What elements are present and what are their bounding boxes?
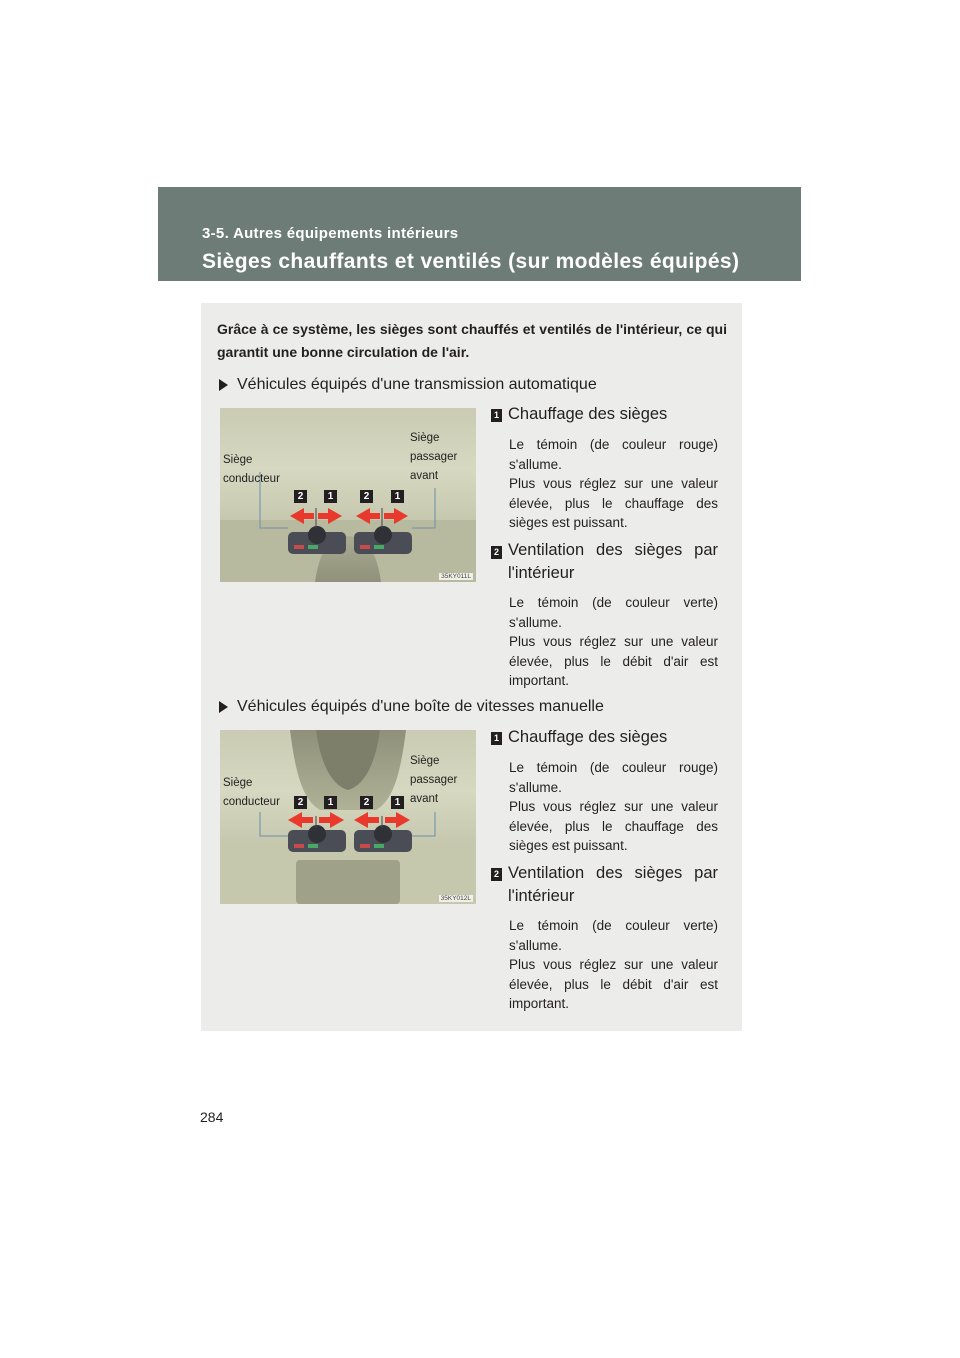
body-line: élevée, plus le chauffage des [509,818,718,834]
label-driver-seat: Siège conducteur [223,777,280,808]
item-body [509,593,718,691]
item-title: l'intérieur [508,887,575,905]
item-body [509,435,718,533]
body-line: Le témoin (de couleur rouge) [509,437,718,452]
body-line: élevée, plus le chauffage des [509,495,718,511]
item-marker: 1 [491,732,502,745]
body-line: important. [509,996,570,1011]
section-heading-manual [219,698,604,716]
body-line: important. [509,673,570,688]
photo-automatic-console [220,408,476,582]
body-line: Plus vous réglez sur une valeur [509,476,718,491]
page-number: 284 [200,1109,224,1125]
body-line: s'allume. [509,937,562,953]
body-line: s'allume. [509,456,562,472]
badge-number: 2 [360,490,373,503]
label-driver-seat: Siège conducteur [223,454,280,485]
item-title: Chauffage des sièges [508,405,668,423]
badge-number: 1 [391,796,404,809]
body-line: s'allume. [509,779,562,795]
photo-code: 35KY012L [440,895,471,902]
section-heading-automatic [219,376,597,394]
body-line: Le témoin (de couleur verte) [509,595,718,610]
body-line: élevée, plus le débit d'air est [509,976,718,992]
body-line: s'allume. [509,614,562,630]
item-title: Ventilation des sièges par [508,864,718,882]
body-line: Le témoin (de couleur verte) [509,918,718,933]
triangle-bullet-icon [219,379,228,391]
item-title: Chauffage des sièges [508,728,668,746]
item-body [509,916,718,1014]
body-line: Plus vous réglez sur une valeur [509,799,718,814]
badge-number: 1 [324,796,337,809]
intro-text: Grâce à ce système, les sièges sont chauffés et ventilés de l'intérieur, ce qui garantit une bonne circulation de l'air. [217,321,727,360]
item-marker: 2 [491,546,502,559]
photo-code: 35KY011L [441,573,471,580]
body-line: sièges est puissant. [509,838,628,853]
body-line: Le témoin (de couleur rouge) [509,760,718,775]
item-marker: 1 [491,409,502,422]
badge-number: 2 [294,490,307,503]
section-heading-text: Véhicules équipés d'une transmission automatique [237,376,597,393]
body-line: Plus vous réglez sur une valeur [509,957,718,972]
page-title: Sièges chauffants et ventilés (sur modèles équipés) [202,250,740,273]
badge-number: 1 [324,490,337,503]
body-line: élevée, plus le débit d'air est [509,653,718,669]
body-line: sièges est puissant. [509,515,628,530]
badge-number: 2 [294,796,307,809]
photo-manual-console [220,730,476,904]
item-body [509,758,718,856]
label-passenger-seat: Siège passager avant [410,755,458,805]
section-heading-text: Véhicules équipés d'une boîte de vitesses manuelle [237,698,604,715]
label-passenger-seat: Siège passager avant [410,432,458,482]
body-line: Plus vous réglez sur une valeur [509,634,718,649]
badge-number: 2 [360,796,373,809]
item-title: Ventilation des sièges par [508,541,718,559]
badge-number: 1 [391,490,404,503]
triangle-bullet-icon [219,701,228,713]
section-label: 3-5. Autres équipements intérieurs [202,225,459,242]
item-title: l'intérieur [508,564,575,582]
item-marker: 2 [491,868,502,881]
